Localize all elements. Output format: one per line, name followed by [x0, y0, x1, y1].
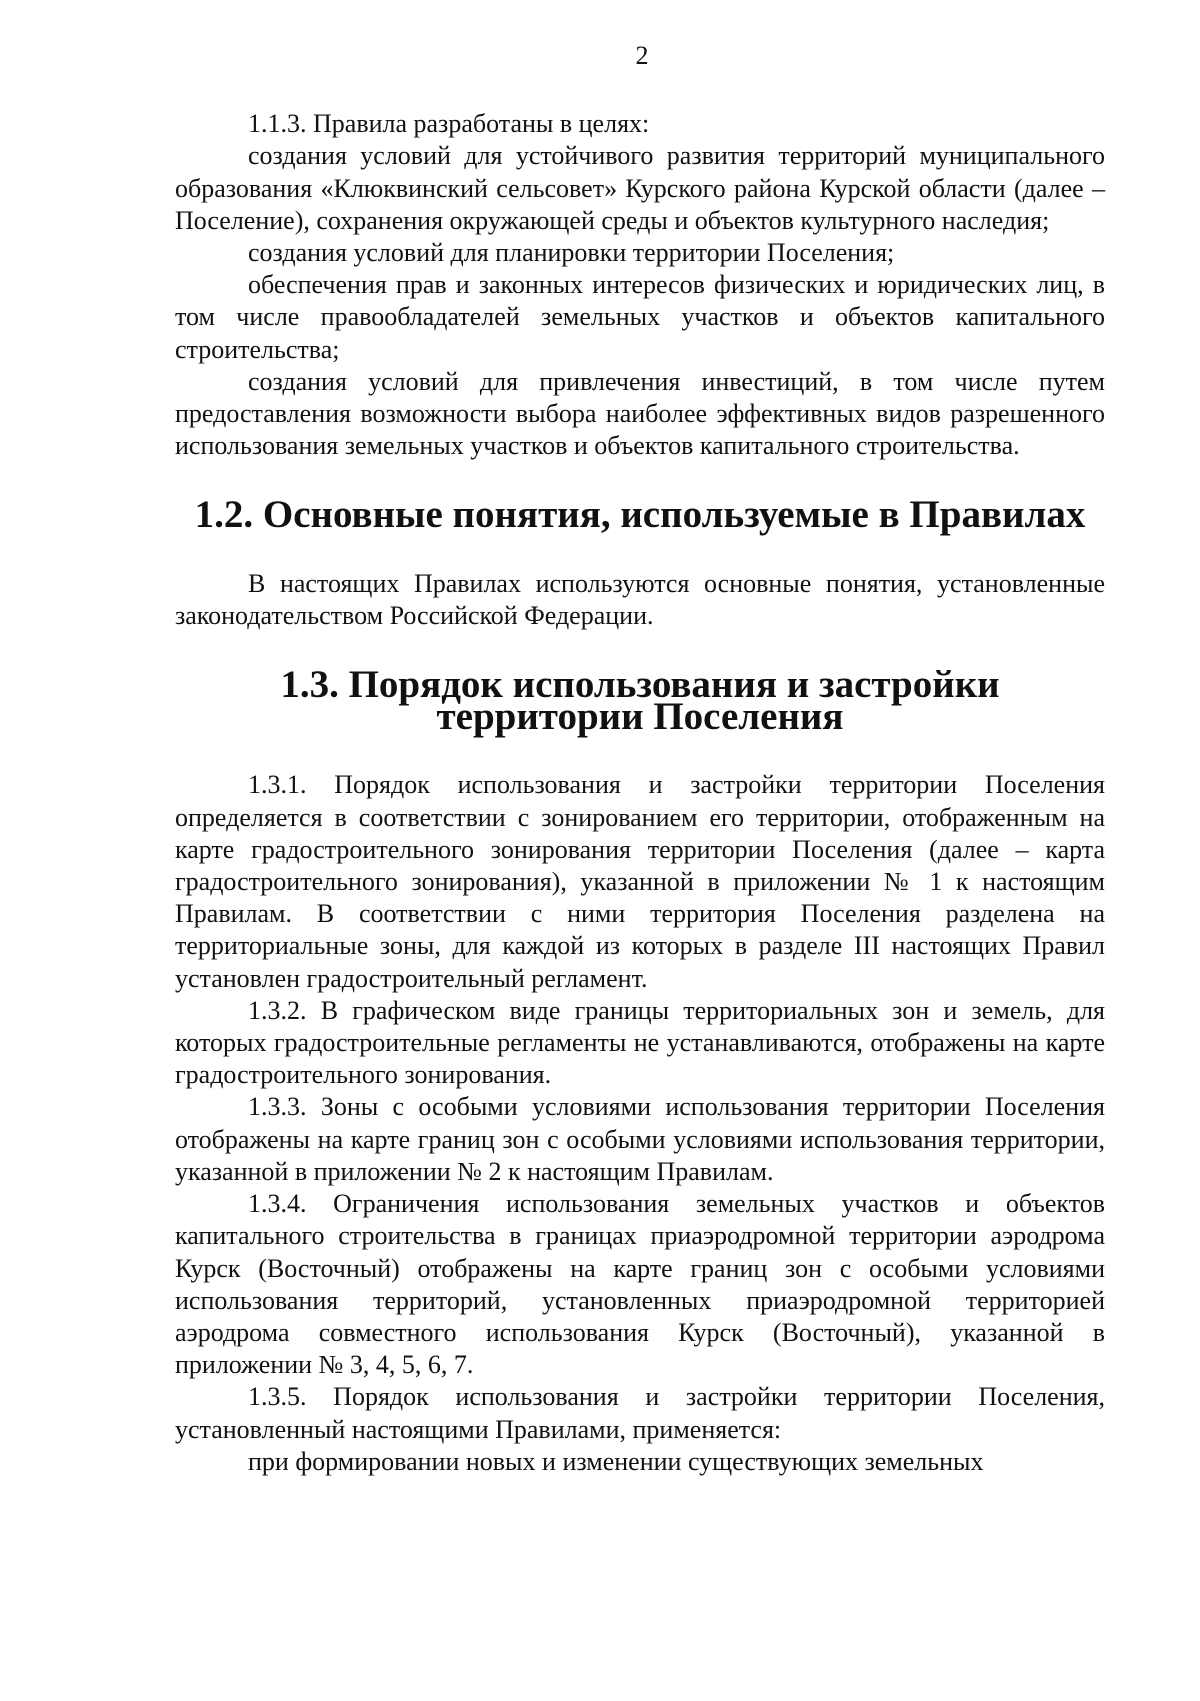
paragraph-land-plots: при формировании новых и изменении существующих земельных: [248, 1446, 984, 1476]
paragraph-1-1-3: 1.1.3. Правила разработаны в целях:: [248, 109, 650, 139]
paragraph-goal-rights: обеспечения прав и законных интересов физических и юридических лиц, в том числе правообладателей земельных участков и объектов капитального строительства;: [175, 270, 1105, 364]
paragraph-1-3-4: 1.3.4. Ограничения использования земельных участков и объектов капитального строительства в границах приаэродромной территории аэродрома Курск (Восточный) отображены на карте границ зон с особыми условиями использования территорий, установленных приаэродромной территорией аэродрома совместного использования Курск (Восточный), указанной в приложении № 3, 4, 5, 6, 7.: [175, 1189, 1105, 1380]
paragraph-1-3-3: 1.3.3. Зоны с особыми условиями использования территории Поселения отображены на карте границ зон с особыми условиями использования территории, указанной в приложении № 2 к настоящим Правилам.: [175, 1092, 1105, 1186]
paragraph-goal-sustainable-development: создания условий для устойчивого развития территорий муниципального образования «Клюквинский сельсовет» Курского района Курской области (далее – Поселение), сохранения окружающей среды и объектов культурного наследия;: [175, 141, 1105, 235]
paragraph-goal-planning: создания условий для планировки территории Поселения;: [248, 238, 895, 268]
page-number: 2: [635, 41, 649, 70]
section-heading-1-3: 1.3. Порядок использования и застройки территории Поселения: [280, 663, 1000, 739]
paragraph-1-3-1: 1.3.1. Порядок использования и застройки территории Поселения определяется в соответствии с зонированием его территории, отображенным на карте градостроительного зонирования территории Поселения (далее – карта градостроительного зонирования), указанной в приложении № 1 к настоящим Правилам. В соответствии с ними территория Поселения разделена на территориальные зоны, для каждой из которых в разделе III настоящих Правил установлен градостроительный регламент.: [175, 770, 1105, 993]
paragraph-1-3-5: 1.3.5. Порядок использования и застройки территории Поселения, установленный настоящими Правилами, применяется:: [175, 1382, 1105, 1444]
paragraph-goal-investments: создания условий для привлечения инвестиций, в том числе путем предоставления возможности выбора наиболее эффективных видов разрешенного использования земельных участков и объектов капитального строительства.: [175, 366, 1105, 461]
section-heading-1-2: 1.2. Основные понятия, используемые в Правилах: [194, 493, 1086, 537]
paragraph-basic-concepts: В настоящих Правилах используются основные понятия, установленные законодательством Российской Федерации.: [175, 568, 1105, 630]
paragraph-1-3-2: 1.3.2. В графическом виде границы территориальных зон и земель, для которых градостроительные регламенты не устанавливаются, отображены на карте градостроительного зонирования.: [175, 995, 1105, 1090]
